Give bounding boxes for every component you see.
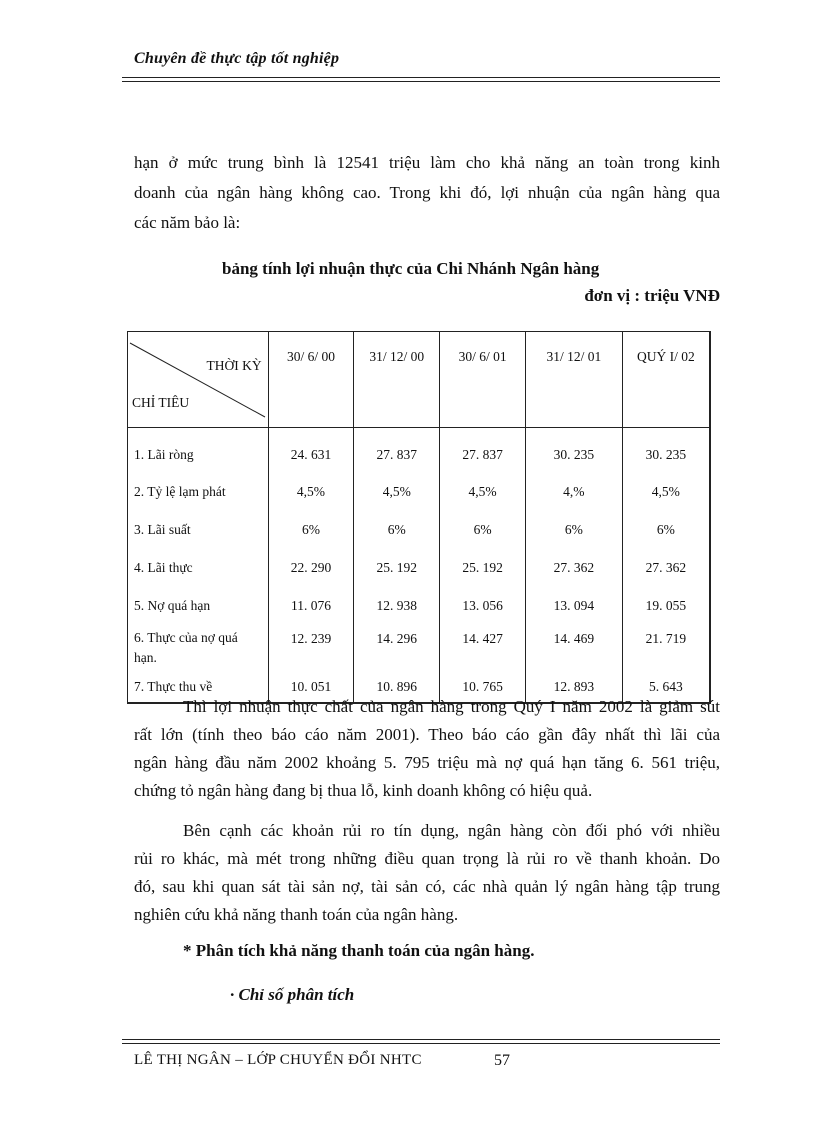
footer-rule bbox=[122, 1039, 720, 1040]
intro-line: doanh của ngân hàng không cao. Trong khi đó, lợi nhuận của ngân hàng qua bbox=[134, 183, 720, 202]
cell: 24. 631 bbox=[268, 428, 354, 474]
cell: 10. 765 bbox=[440, 672, 526, 703]
cell: 10. 896 bbox=[354, 672, 440, 703]
subsection-heading: · Chỉ số phân tích bbox=[230, 985, 355, 1004]
paragraph-line: rất lớn (tính theo báo cáo năm 2001). Theo báo cáo gần đây nhất thì lãi của bbox=[134, 725, 720, 744]
cell: 6% bbox=[440, 511, 526, 549]
section-heading: * Phân tích khả năng thanh toán của ngân hàng. bbox=[183, 941, 535, 960]
cell: 27. 362 bbox=[622, 549, 710, 588]
cell: 14. 427 bbox=[440, 625, 526, 672]
row-label: 1. Lãi ròng bbox=[128, 428, 269, 474]
cell: 22. 290 bbox=[268, 549, 354, 588]
cell: 6% bbox=[268, 511, 354, 549]
cell: 27. 837 bbox=[354, 428, 440, 474]
cell: 4,% bbox=[525, 474, 622, 511]
row-label: 7. Thực thu về bbox=[128, 672, 269, 703]
cell: 13. 056 bbox=[440, 588, 526, 625]
cell: 4,5% bbox=[354, 474, 440, 511]
cell: 14. 296 bbox=[354, 625, 440, 672]
cell: 12. 239 bbox=[268, 625, 354, 672]
paragraph-line: nghiên cứu khả năng thanh toán của ngân hàng. bbox=[134, 905, 459, 924]
liquidity-paragraph bbox=[134, 817, 720, 929]
profit-table bbox=[127, 331, 711, 704]
row-label: 2. Tỷ lệ lạm phát bbox=[128, 474, 269, 511]
footer-rule-2 bbox=[122, 1043, 720, 1044]
cell: 30. 235 bbox=[525, 428, 622, 474]
cell: 12. 893 bbox=[525, 672, 622, 703]
paragraph-line: ngân hàng đầu năm 2002 khoảng 5. 795 triệu mà nợ quá hạn tăng 6. 561 triệu, bbox=[134, 753, 720, 772]
corner-period-label: THỜI KỲ bbox=[206, 357, 262, 373]
row-label: 6. Thực của nợ quá hạn. bbox=[128, 625, 269, 672]
header-rule-2 bbox=[122, 81, 720, 82]
cell: 4,5% bbox=[268, 474, 354, 511]
row-label: 4. Lãi thực bbox=[128, 549, 269, 588]
row-label: 5. Nợ quá hạn bbox=[128, 588, 269, 625]
cell: 27. 362 bbox=[525, 549, 622, 588]
corner-cell bbox=[128, 332, 269, 428]
cell: 6% bbox=[354, 511, 440, 549]
footer-author: LÊ THỊ NGÂN – LỚP CHUYỂN ĐỔI NHTC bbox=[134, 1052, 422, 1068]
cell: 19. 055 bbox=[622, 588, 710, 625]
paragraph-line: chứng tỏ ngân hàng đang bị thua lỗ, kinh doanh không có hiệu quả. bbox=[134, 781, 593, 800]
cell: 4,5% bbox=[440, 474, 526, 511]
cell: 12. 938 bbox=[354, 588, 440, 625]
cell: 11. 076 bbox=[268, 588, 354, 625]
table-row bbox=[128, 588, 711, 625]
profit-paragraph bbox=[134, 693, 720, 805]
table-row bbox=[128, 549, 711, 588]
cell: 6% bbox=[622, 511, 710, 549]
paragraph-line: rủi ro khác, mà mét trong những điều quan trọng là rủi ro về thanh khoản. Do bbox=[134, 849, 720, 868]
cell: 13. 094 bbox=[525, 588, 622, 625]
cell: 27. 837 bbox=[440, 428, 526, 474]
row-label: 3. Lãi suất bbox=[128, 511, 269, 549]
corner-indicator-label: CHỈ TIÊU bbox=[132, 394, 190, 410]
cell: 5. 643 bbox=[622, 672, 710, 703]
paragraph-line: đó, sau khi quan sát tài sản nợ, tài sản có, các nhà quản lý ngân hàng tập trung bbox=[134, 877, 720, 896]
table-row bbox=[128, 625, 711, 672]
column-header: QUÝ I/ 02 bbox=[622, 332, 710, 428]
header-rule bbox=[122, 77, 720, 78]
table-row bbox=[128, 511, 711, 549]
column-header: 31/ 12/ 01 bbox=[525, 332, 622, 428]
cell: 25. 192 bbox=[354, 549, 440, 588]
cell: 6% bbox=[525, 511, 622, 549]
cell: 25. 192 bbox=[440, 549, 526, 588]
intro-line: hạn ở mức trung bình là 12541 triệu làm cho khả năng an toàn trong kinh bbox=[134, 153, 720, 172]
column-header: 30/ 6/ 01 bbox=[440, 332, 526, 428]
column-header: 31/ 12/ 00 bbox=[354, 332, 440, 428]
column-header: 30/ 6/ 00 bbox=[268, 332, 354, 428]
table-row bbox=[128, 474, 711, 511]
cell: 14. 469 bbox=[525, 625, 622, 672]
table-header-row bbox=[128, 332, 711, 428]
table-row bbox=[128, 428, 711, 474]
running-header: Chuyên đề thực tập tốt nghiệp bbox=[134, 50, 340, 67]
cell: 10. 051 bbox=[268, 672, 354, 703]
intro-line: các năm bảo là: bbox=[134, 213, 241, 232]
table-title: bảng tính lợi nhuận thực của Chi Nhánh Ngân hàng bbox=[222, 259, 600, 278]
cell: 30. 235 bbox=[622, 428, 710, 474]
table-unit: đơn vị : triệu VNĐ bbox=[584, 286, 720, 305]
page-number: 57 bbox=[494, 1052, 510, 1069]
intro-paragraph bbox=[134, 148, 720, 238]
cell: 21. 719 bbox=[622, 625, 710, 672]
paragraph-line: Bên cạnh các khoản rủi ro tín dụng, ngân hàng còn đối phó với nhiều bbox=[183, 821, 720, 840]
cell: 4,5% bbox=[622, 474, 710, 511]
paragraph-line: Thì lợi nhuận thực chất của ngân hàng trong Quý I năm 2002 là giảm sút bbox=[183, 697, 720, 716]
